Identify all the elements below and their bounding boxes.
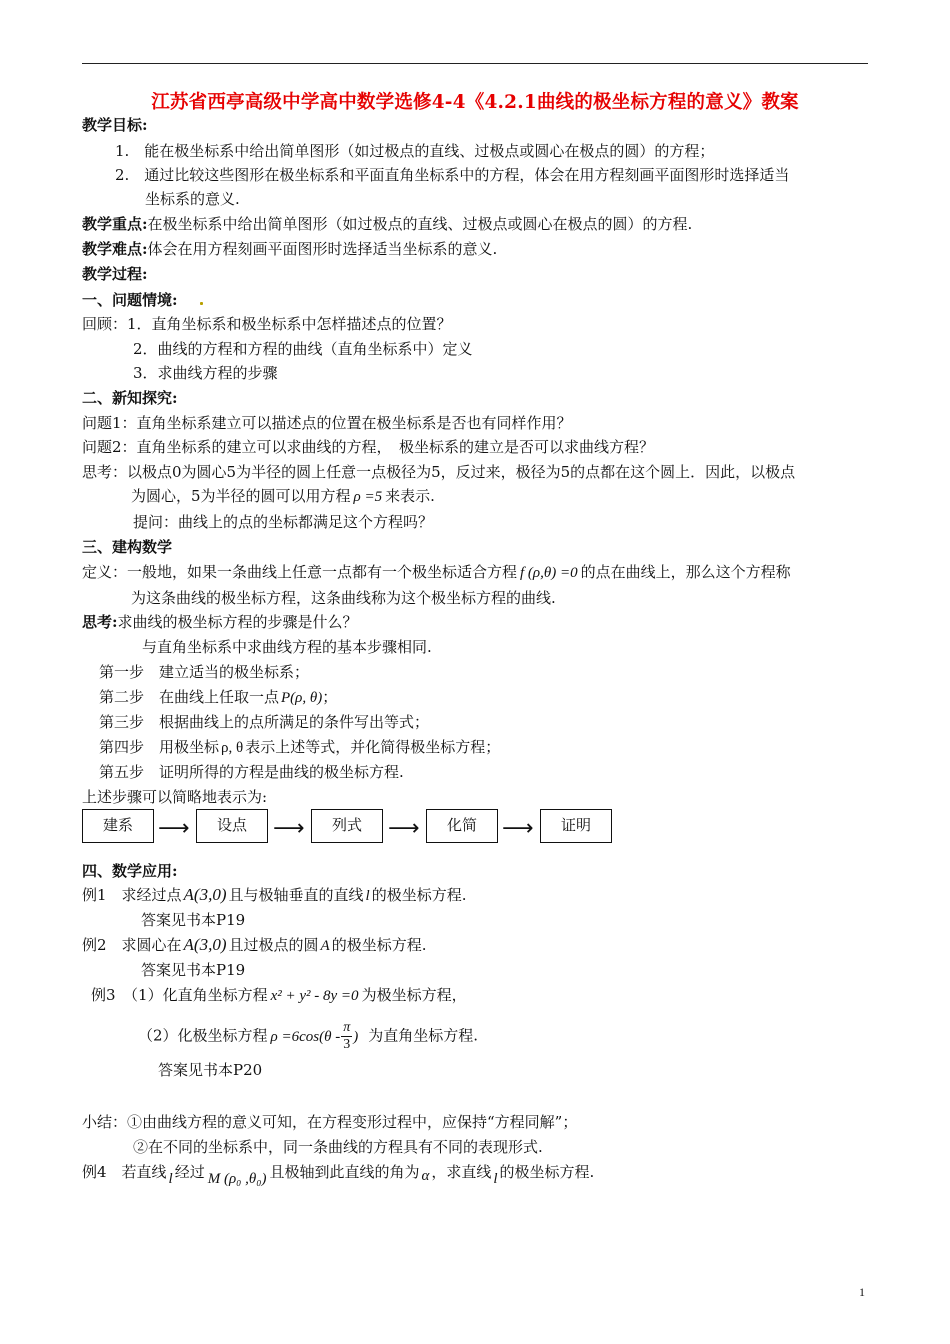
flow-arrow-icon: ⟶ <box>273 816 305 841</box>
question-1: 问题1：直角坐标系建立可以描述点的位置在极坐标系是否也有同样作用？ <box>82 414 572 432</box>
think-line-2-end: 来表示. <box>385 487 435 505</box>
flow-box-2: 设点 <box>196 809 268 843</box>
fraction-denominator: 3 <box>343 1037 351 1052</box>
think-line-2 <box>131 485 435 508</box>
example-3-text: 例3 （1）化直角坐标方程 <box>91 986 268 1004</box>
example-1 <box>82 884 466 907</box>
answer-2: 答案见书本P19 <box>141 961 246 979</box>
example-4-angle-text: 且极轴到此直线的角为 <box>269 1163 420 1181</box>
example-3-part-1 <box>91 984 467 1007</box>
difficulty-text: 体会在用方程刻画平面图形时选择适当坐标系的意义. <box>147 240 498 258</box>
objective-item-2: 2. 通过比较这些图形在极坐标系和平面直角坐标系中的方程，体会在用方程刻画平面图形时选择适当 <box>115 166 790 184</box>
flow-arrow-icon: ⟶ <box>502 816 534 841</box>
example-4-point: M (ρ₀ ,θ₀) <box>207 1171 267 1187</box>
stray-dot <box>200 302 203 305</box>
example-2-end: 的极坐标方程. <box>331 936 427 954</box>
example-4-text: 例4 若直线 <box>82 1163 167 1181</box>
example-1-text: 例1 求经过点 <box>82 886 182 904</box>
think-steps-line <box>82 611 358 633</box>
think-label: 思考: <box>82 613 118 631</box>
keypoint-label: 教学重点: <box>82 215 148 233</box>
section-1-heading: 一、问题情境: <box>82 291 178 309</box>
summary-1: 小结：①由曲线方程的意义可知，在方程变形过程中，应保持“方程同解”； <box>82 1113 578 1131</box>
step-4-end: 表示上述等式，并化简得极坐标方程； <box>245 738 501 756</box>
think-text: 求曲线的极坐标方程的步骤是什么？ <box>117 613 358 631</box>
step-3: 第三步 根据曲线上的点所满足的条件写出等式； <box>99 713 430 731</box>
example-2-point: A(3,0) <box>183 935 227 954</box>
example-4-line-var-2: l <box>493 1171 498 1187</box>
page-number: 1 <box>859 1285 865 1299</box>
example-1-mid: 且与极轴垂直的直线 <box>228 886 364 904</box>
objectives-label: 教学目标: <box>82 116 148 134</box>
keypoint-text: 在极坐标系中给出简单图形（如过极点的直线、过极点或圆心在极点的圆）的方程. <box>147 215 693 233</box>
definition-line-2: 为这条曲线的极坐标方程，这条曲线称为这个极坐标方程的曲线. <box>131 589 556 607</box>
same-steps-line: 与直角坐标系中求曲线方程的基本步骤相同. <box>142 638 432 656</box>
example-3b-equation: ρ =6cos(θ - <box>270 1028 341 1045</box>
flow-box-1: 建系 <box>82 809 154 843</box>
pi-over-3-fraction <box>341 1020 352 1053</box>
example-3b-end: 为直角坐标方程. <box>368 1026 479 1045</box>
example-4-line-var: l <box>168 1171 173 1187</box>
definition-text: 定义：一般地，如果一条曲线上任意一点都有一个极坐标适合方程 <box>82 563 518 581</box>
step-2-end: ； <box>322 688 338 706</box>
think-line-1: 思考：以极点0为圆心5为半径的圆上任意一点极径为5，反过来，极径为5的点都在这个圆上．因此，以极点 <box>82 463 796 481</box>
flow-box-5: 证明 <box>540 809 612 843</box>
section-3-heading: 三、建构数学 <box>82 538 173 556</box>
example-3b-close: ) <box>353 1028 359 1045</box>
step-2-text: 第二步 在曲线上任取一点 <box>99 688 280 706</box>
objective-item-1: 1. 能在极坐标系中给出简单图形（如过极点的直线、过极点或圆心在极点的圆）的方程； <box>115 142 715 160</box>
circle-equation: ρ =5 <box>353 489 383 505</box>
page-title: 江苏省西亭高级中学高中数学选修4-4《4.2.1曲线的极坐标方程的意义》教案 <box>151 92 799 113</box>
step-2-point: P(ρ, θ) <box>281 690 323 706</box>
think-line-2-text: 为圆心，5为半径的圆可以用方程 <box>131 487 351 505</box>
definition-line-1 <box>82 561 791 584</box>
example-3b-text: （2）化极坐标方程 <box>138 1026 268 1045</box>
definition-text-end: 的点在曲线上，那么这个方程称 <box>580 563 791 581</box>
example-1-point: A(3,0) <box>183 885 227 904</box>
step-2 <box>99 686 337 709</box>
header-rule <box>82 63 868 64</box>
flow-box-4: 化简 <box>426 809 498 843</box>
example-4-alpha: α <box>421 1168 430 1184</box>
example-3-part-2 <box>138 1020 478 1053</box>
step-4-vars: ρ, θ <box>221 740 244 756</box>
example-4 <box>82 1161 595 1187</box>
flow-box-3: 列式 <box>311 809 383 843</box>
example-2 <box>82 934 426 957</box>
answer-1: 答案见书本P19 <box>141 911 246 929</box>
answer-3: 答案见书本P20 <box>158 1061 263 1079</box>
example-2-text: 例2 求圆心在 <box>82 936 182 954</box>
step-4 <box>99 736 500 759</box>
summary-line: 上述步骤可以简略地表示为: <box>82 788 268 806</box>
ask-line: 提问：曲线上的点的坐标都满足这个方程吗？ <box>133 513 434 531</box>
example-3-end: 为极坐标方程， <box>361 986 467 1004</box>
review-1: 回顾：1．直角坐标系和极坐标系中怎样描述点的位置？ <box>82 315 452 333</box>
example-1-line-var: l <box>365 888 370 904</box>
keypoint-line <box>82 213 692 235</box>
example-1-end: 的极坐标方程. <box>371 886 467 904</box>
example-3-equation: x² + y² - 8y =0 <box>270 988 359 1004</box>
definition-equation: f (ρ,θ) =0 <box>520 565 578 581</box>
review-2: 2．曲线的方程和方程的曲线（直角坐标系中）定义 <box>133 340 473 358</box>
step-4-text: 第四步 用极坐标 <box>99 738 220 756</box>
step-1: 第一步 建立适当的极坐标系； <box>99 663 310 681</box>
example-4-via: 经过 <box>174 1163 205 1181</box>
flow-arrow-icon: ⟶ <box>388 816 420 841</box>
example-4-end: 的极坐标方程. <box>499 1163 595 1181</box>
difficulty-line <box>82 238 497 260</box>
question-2: 问题2：直角坐标系的建立可以求曲线的方程， 极坐标系的建立是否可以求曲线方程？ <box>82 438 655 456</box>
example-2-circle-var: A <box>320 938 330 954</box>
summary-2: ②在不同的坐标系中，同一条曲线的方程具有不同的表现形式. <box>133 1138 543 1156</box>
section-4-heading: 四、数学应用: <box>82 862 178 880</box>
review-3: 3．求曲线方程的步骤 <box>133 364 278 382</box>
example-2-mid: 且过极点的圆 <box>228 936 319 954</box>
objective-item-2-cont: 坐标系的意义. <box>145 190 240 208</box>
process-label: 教学过程: <box>82 265 148 283</box>
section-2-heading: 二、新知探究: <box>82 389 178 407</box>
fraction-numerator: π <box>343 1020 351 1035</box>
difficulty-label: 教学难点: <box>82 240 148 258</box>
step-5: 第五步 证明所得的方程是曲线的极坐标方程. <box>99 763 404 781</box>
flow-arrow-icon: ⟶ <box>158 816 190 841</box>
example-4-find: ，求直线 <box>431 1163 492 1181</box>
